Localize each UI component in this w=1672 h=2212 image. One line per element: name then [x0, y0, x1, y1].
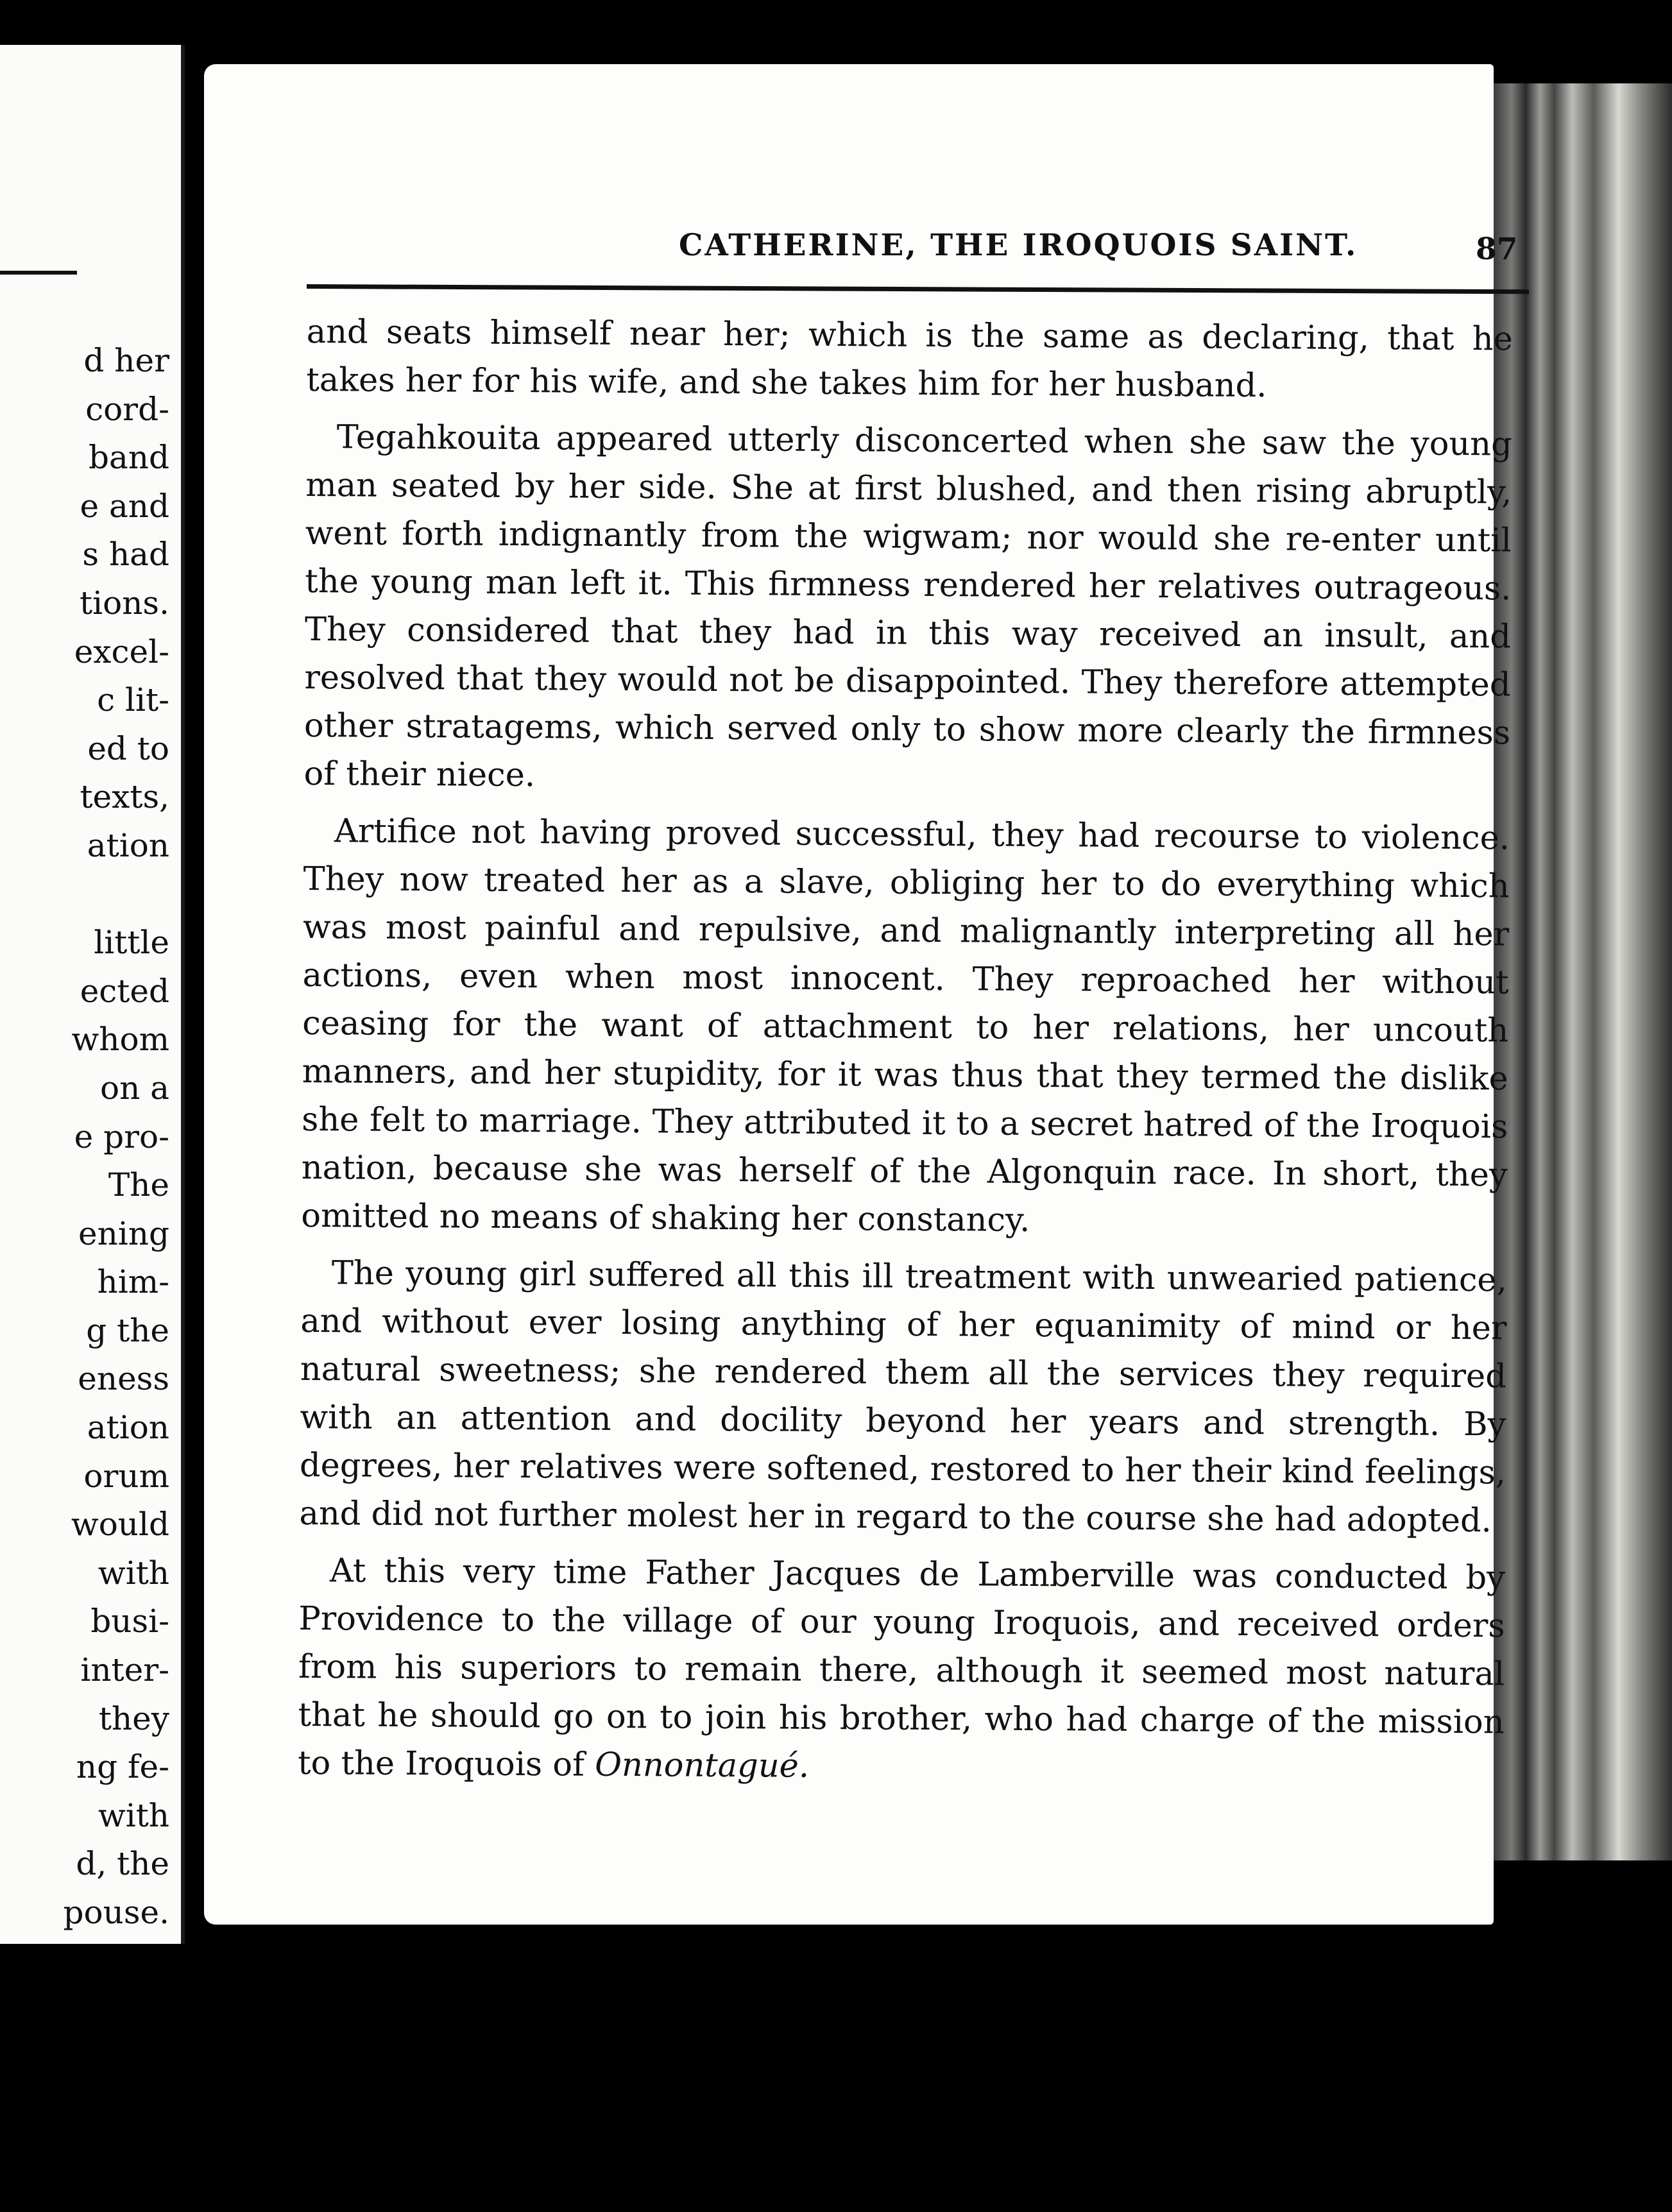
previous-page-line: e and	[80, 487, 169, 525]
header-rule	[307, 284, 1529, 294]
previous-page-line: busi-	[90, 1603, 169, 1640]
previous-page-line: with	[98, 1796, 169, 1834]
previous-page-line	[64, 871, 169, 919]
previous-page-line: d, the	[76, 1845, 169, 1883]
previous-page-line: ation	[87, 1409, 169, 1447]
place-name: Onnontagué.	[595, 1746, 810, 1785]
running-head	[307, 228, 1529, 285]
paragraph: Artifice not having proved successful, they had recourse to violence. They now treated her as a slave, obliging her to do everything which was most painful and repulsive, and malignantly interpreting all her actions, even when most innocent. They reproached her without ceasing for the want of attachment to her relations, her uncouth manners, and her stupidity, for it was thus that they termed the dislike she felt to marriage. They attributed it to a secret hatred of the Iroquois nation, because she was herself of the Algonquin race. In short, they omitted no means of shaking her constancy.	[301, 812, 1510, 1239]
previous-page-lines	[64, 337, 169, 1937]
previous-page-rule	[0, 271, 77, 275]
book-page	[204, 64, 1518, 1925]
previous-page-line: would	[71, 1506, 169, 1544]
previous-page-line: The	[108, 1166, 169, 1204]
paragraph: and seats himself near her; which is the same as declaring, that he takes her for his wife, and she takes him for her husband.	[306, 312, 1513, 405]
previous-page-line: on a	[99, 1069, 169, 1107]
previous-page-line: orum	[83, 1457, 169, 1495]
book-page-edges	[1494, 83, 1672, 1860]
previous-page-line: e pro-	[74, 1118, 169, 1155]
previous-page-line: inter-	[80, 1651, 169, 1689]
previous-page-line: pouse.	[63, 1894, 169, 1931]
previous-page-line: texts,	[80, 778, 169, 816]
previous-page-line: him-	[97, 1263, 169, 1301]
previous-page-line: ng fe-	[76, 1748, 169, 1786]
previous-page-line: whom	[71, 1021, 169, 1059]
previous-page-line: eness	[78, 1360, 169, 1398]
previous-page-line: ation	[87, 826, 169, 864]
previous-page-line: little	[94, 924, 169, 962]
paragraph	[298, 1547, 1505, 1794]
previous-page-line: d her	[83, 342, 169, 379]
page-number: 87	[1476, 232, 1518, 267]
previous-page-line: with	[98, 1554, 169, 1592]
previous-page-line: ected	[80, 972, 169, 1010]
previous-page-line: s had	[82, 536, 169, 574]
previous-page-line: c lit-	[97, 681, 169, 719]
paragraph: The young girl suffered all this ill treatment with unwearied patience, and without ever losing anything of her equanimity of mind or her natural sweetness; she rendered them all the services they required with an attention and docility beyond her years and strength. By degrees, her relatives were softened, restored to her their kind feelings, and did not further molest her in regard to the course she had adopted.	[299, 1254, 1507, 1540]
previous-page-line: excel-	[74, 633, 169, 670]
body-text	[298, 308, 1513, 1803]
running-title: CATHERINE, THE IROQUOIS SAINT.	[679, 228, 1358, 263]
previous-page-fragment	[0, 45, 185, 1944]
previous-page-line: they	[98, 1699, 169, 1737]
previous-page-line: g the	[86, 1311, 169, 1349]
paragraph-text: At this very time Father Jacques de Lamberville was conducted by Providence to the village of our young Iroquois, and received orders from his superiors to remain there, although it seemed most natural that he should go on to join his brother, who had charge of the mission to the Iroquois of	[297, 1552, 1506, 1784]
previous-page-line: cord-	[85, 390, 169, 428]
paragraph: Tegahkouita appeared utterly disconcerted when she saw the young man seated by her side. She at first blushed, and then rising abruptly, went forth indignantly from the wigwam; nor would she re-enter until the young man left it. This firmness rendered her relatives outrageous. They considered that they had in this way received an insult, and resolved that they would not be disappointed. They therefore attempted other stratagems, which served only to show more clearly the firmness of their niece.	[303, 418, 1512, 795]
previous-page-line: tions.	[80, 584, 169, 622]
previous-page-line: band	[88, 439, 169, 477]
previous-page-line: ed to	[87, 729, 169, 767]
previous-page-line: ening	[78, 1214, 169, 1252]
